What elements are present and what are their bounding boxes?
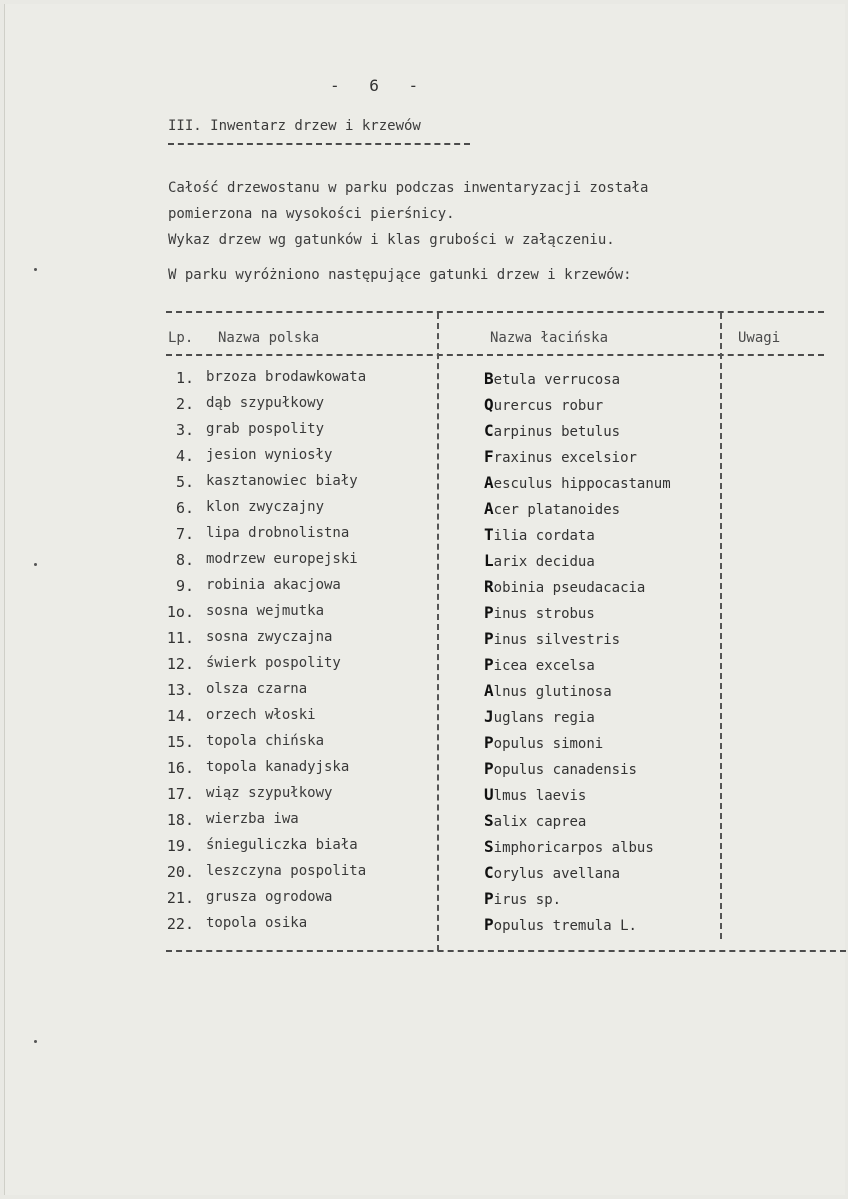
table-row <box>0 655 848 681</box>
latin-rest: opulus simoni <box>493 736 604 752</box>
row-number: 14. <box>166 707 194 725</box>
row-number: 21. <box>166 889 194 907</box>
latin-rest: etula verrucosa <box>493 372 621 388</box>
latin-rest: irus sp. <box>493 892 562 908</box>
latin-rest: lmus laevis <box>493 788 587 804</box>
table-header-rule <box>166 354 824 356</box>
polish-name: lipa drobnolistna <box>206 525 350 541</box>
latin-name <box>484 863 620 882</box>
latin-initial: A <box>484 499 494 518</box>
row-number: 15. <box>166 733 194 751</box>
latin-rest: uglans regia <box>493 710 595 726</box>
latin-initial: P <box>484 603 494 622</box>
latin-initial: P <box>484 629 494 648</box>
latin-name <box>484 603 595 622</box>
row-number: 9. <box>175 577 194 595</box>
table-row <box>0 499 848 525</box>
row-number: 17. <box>166 785 194 803</box>
latin-rest: icea excelsa <box>493 658 595 674</box>
row-number: 6. <box>175 499 194 517</box>
latin-name <box>484 733 603 752</box>
polish-name: orzech włoski <box>206 707 316 723</box>
polish-name: dąb szypułkowy <box>206 395 325 411</box>
table-row <box>0 785 848 811</box>
table-row <box>0 473 848 499</box>
latin-name <box>484 707 595 726</box>
table-row <box>0 551 848 577</box>
page-number: - 6 - <box>330 76 429 95</box>
section-heading: III. Inwentarz drzew i krzewów <box>168 118 421 134</box>
polish-name: kasztanowiec biały <box>206 473 358 489</box>
latin-name <box>484 681 612 700</box>
row-number: 4. <box>175 447 194 465</box>
row-number: 18. <box>166 811 194 829</box>
latin-name <box>484 551 595 570</box>
table-bottom-rule <box>166 950 846 952</box>
latin-name <box>484 577 645 596</box>
latin-initial: R <box>484 577 494 596</box>
polish-name: modrzew europejski <box>206 551 358 567</box>
latin-name <box>484 655 595 674</box>
polish-name: świerk pospolity <box>206 655 341 671</box>
latin-name <box>484 525 595 544</box>
table-row <box>0 811 848 837</box>
latin-name <box>484 447 637 466</box>
latin-initial: P <box>484 889 494 908</box>
latin-initial: C <box>484 421 494 440</box>
paragraph-line: pomierzona na wysokości pierśnicy. <box>168 206 455 222</box>
latin-initial: B <box>484 369 494 388</box>
row-number: 13. <box>166 681 194 699</box>
polish-name: wiąz szypułkowy <box>206 785 333 801</box>
table-row <box>0 707 848 733</box>
row-number: 3. <box>175 421 194 439</box>
table-row <box>0 603 848 629</box>
table-row <box>0 733 848 759</box>
table-row <box>0 837 848 863</box>
latin-name <box>484 759 637 778</box>
polish-name: leszczyna pospolita <box>206 863 367 879</box>
polish-name: jesion wyniosły <box>206 447 333 463</box>
polish-name: olsza czarna <box>206 681 308 697</box>
latin-name <box>484 421 620 440</box>
table-row <box>0 915 848 941</box>
latin-name <box>484 369 620 388</box>
latin-rest: inus strobus <box>493 606 595 622</box>
latin-rest: ilia cordata <box>493 528 595 544</box>
latin-name <box>484 785 586 804</box>
table-row <box>0 759 848 785</box>
latin-rest: raxinus excelsior <box>493 450 637 466</box>
row-number: 1. <box>175 369 194 387</box>
latin-initial: A <box>484 681 494 700</box>
latin-initial: S <box>484 811 494 830</box>
latin-name <box>484 915 637 934</box>
latin-rest: orylus avellana <box>493 866 621 882</box>
latin-initial: P <box>484 915 494 934</box>
polish-name: topola chińska <box>206 733 325 749</box>
latin-rest: obinia pseudacacia <box>493 580 646 596</box>
row-number: 20. <box>166 863 194 881</box>
heading-underline <box>168 143 470 145</box>
paragraph-line: Wykaz drzew wg gatunków i klas grubości w załączeniu. <box>168 232 615 248</box>
polish-name: śnieguliczka biała <box>206 837 358 853</box>
latin-initial: T <box>484 525 494 544</box>
latin-initial: Q <box>484 395 494 414</box>
latin-name <box>484 473 671 492</box>
latin-initial: U <box>484 785 494 804</box>
latin-rest: alix caprea <box>493 814 587 830</box>
latin-initial: S <box>484 837 494 856</box>
scan-speck <box>34 563 37 566</box>
latin-initial: A <box>484 473 494 492</box>
latin-name <box>484 811 586 830</box>
table-row <box>0 447 848 473</box>
latin-rest: inus silvestris <box>493 632 621 648</box>
header-polish-name: Nazwa polska <box>218 330 320 346</box>
polish-name: grab pospolity <box>206 421 325 437</box>
polish-name: wierzba iwa <box>206 811 299 827</box>
latin-initial: F <box>484 447 494 466</box>
latin-rest: arix decidua <box>493 554 595 570</box>
row-number: 12. <box>166 655 194 673</box>
scan-speck <box>34 1040 37 1043</box>
latin-rest: arpinus betulus <box>493 424 621 440</box>
polish-name: sosna zwyczajna <box>206 629 333 645</box>
row-number: 22. <box>166 915 194 933</box>
scan-speck <box>34 268 37 271</box>
table-row <box>0 369 848 395</box>
polish-name: brzoza brodawkowata <box>206 369 367 385</box>
polish-name: sosna wejmutka <box>206 603 325 619</box>
latin-name <box>484 837 654 856</box>
latin-initial: J <box>484 707 494 726</box>
latin-rest: urercus robur <box>493 398 604 414</box>
latin-rest: imphoricarpos albus <box>493 840 654 856</box>
table-row <box>0 395 848 421</box>
polish-name: robinia akacjowa <box>206 577 341 593</box>
table-row <box>0 889 848 915</box>
latin-initial: P <box>484 655 494 674</box>
row-number: 7. <box>175 525 194 543</box>
row-number: 19. <box>166 837 194 855</box>
table-row <box>0 863 848 889</box>
latin-initial: L <box>484 551 494 570</box>
table-top-rule <box>166 311 824 313</box>
table-row <box>0 525 848 551</box>
latin-initial: P <box>484 733 494 752</box>
row-number: 5. <box>175 473 194 491</box>
polish-name: grusza ogrodowa <box>206 889 333 905</box>
latin-name <box>484 395 603 414</box>
polish-name: topola kanadyjska <box>206 759 350 775</box>
polish-name: klon zwyczajny <box>206 499 325 515</box>
paragraph-line: W parku wyróżniono następujące gatunki drzew i krzewów: <box>168 267 632 283</box>
polish-name: topola osika <box>206 915 308 931</box>
latin-initial: C <box>484 863 494 882</box>
header-remarks: Uwagi <box>738 330 781 346</box>
latin-initial: P <box>484 759 494 778</box>
row-number: 16. <box>166 759 194 777</box>
header-lp: Lp. <box>168 330 194 346</box>
latin-name <box>484 889 561 908</box>
header-latin-name: Nazwa łacińska <box>490 330 609 346</box>
latin-rest: cer platanoides <box>493 502 621 518</box>
table-row <box>0 681 848 707</box>
paragraph-line: Całość drzewostanu w parku podczas inwentaryzacji została <box>168 180 649 196</box>
latin-name <box>484 499 620 518</box>
row-number: 8. <box>175 551 194 569</box>
table-row <box>0 577 848 603</box>
latin-rest: opulus canadensis <box>493 762 637 778</box>
row-number: 1o. <box>166 603 194 621</box>
latin-name <box>484 629 620 648</box>
latin-rest: lnus glutinosa <box>493 684 612 700</box>
table-row <box>0 629 848 655</box>
latin-rest: opulus tremula L. <box>493 918 637 934</box>
row-number: 11. <box>166 629 194 647</box>
table-row <box>0 421 848 447</box>
row-number: 2. <box>175 395 194 413</box>
latin-rest: esculus hippocastanum <box>493 476 671 492</box>
